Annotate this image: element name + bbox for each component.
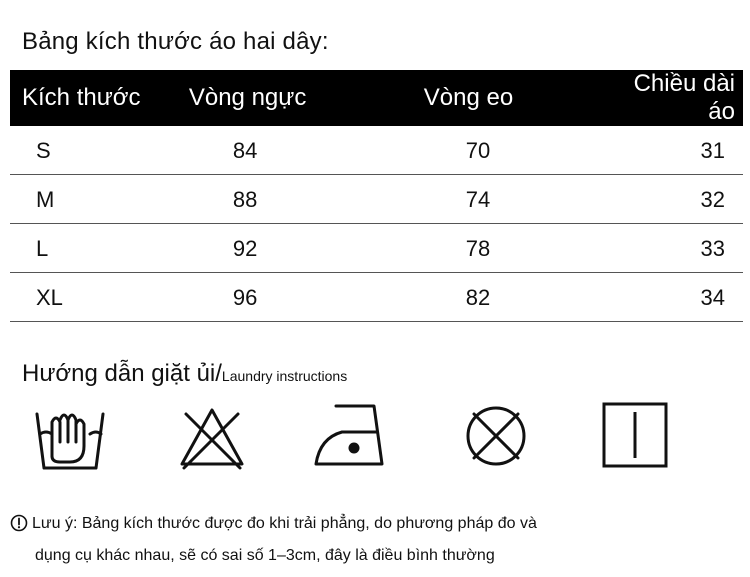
header-size: Kích thước [10,70,163,126]
size-table [10,70,743,322]
no-bleach-icon [176,400,248,472]
info-circle-icon [10,514,28,542]
table-row [10,224,743,273]
cell-length: 31 [602,126,743,175]
header-waist: Vòng eo [348,70,602,126]
cell-waist: 78 [348,224,602,273]
cell-size: M [10,175,163,224]
cell-bust: 96 [163,273,348,322]
note-line-1: Lưu ý: Bảng kích thước được đo khi trải phẳng, do phương pháp đo và [32,515,537,532]
cell-size: S [10,126,163,175]
cell-waist: 74 [348,175,602,224]
table-title: Bảng kích thước áo hai dây: [22,28,329,55]
hand-wash-icon [34,400,106,472]
cell-bust: 92 [163,224,348,273]
laundry-heading [22,360,347,388]
cell-size: XL [10,273,163,322]
iron-medium-icon [312,400,388,472]
header-length: Chiều dài áo [602,70,743,126]
table-row [10,273,743,322]
cell-length: 34 [602,273,743,322]
line-dry-icon [600,400,672,472]
laundry-heading-main: Hướng dẫn giặt ủi/ [22,360,222,387]
measurement-note [10,510,537,570]
table-header-row [10,70,743,126]
cell-waist: 82 [348,273,602,322]
table-row [10,126,743,175]
note-line-2: dụng cụ khác nhau, sẽ có sai số 1–3cm, đây là điều bình thường [35,547,495,564]
header-bust: Vòng ngực [163,70,348,126]
cell-length: 32 [602,175,743,224]
cell-bust: 88 [163,175,348,224]
laundry-heading-sub: Laundry instructions [221,368,348,384]
cell-bust: 84 [163,126,348,175]
cell-size: L [10,224,163,273]
table-row [10,175,743,224]
cell-length: 33 [602,224,743,273]
laundry-icons [0,400,750,475]
no-dry-clean-icon [460,400,532,472]
cell-waist: 70 [348,126,602,175]
